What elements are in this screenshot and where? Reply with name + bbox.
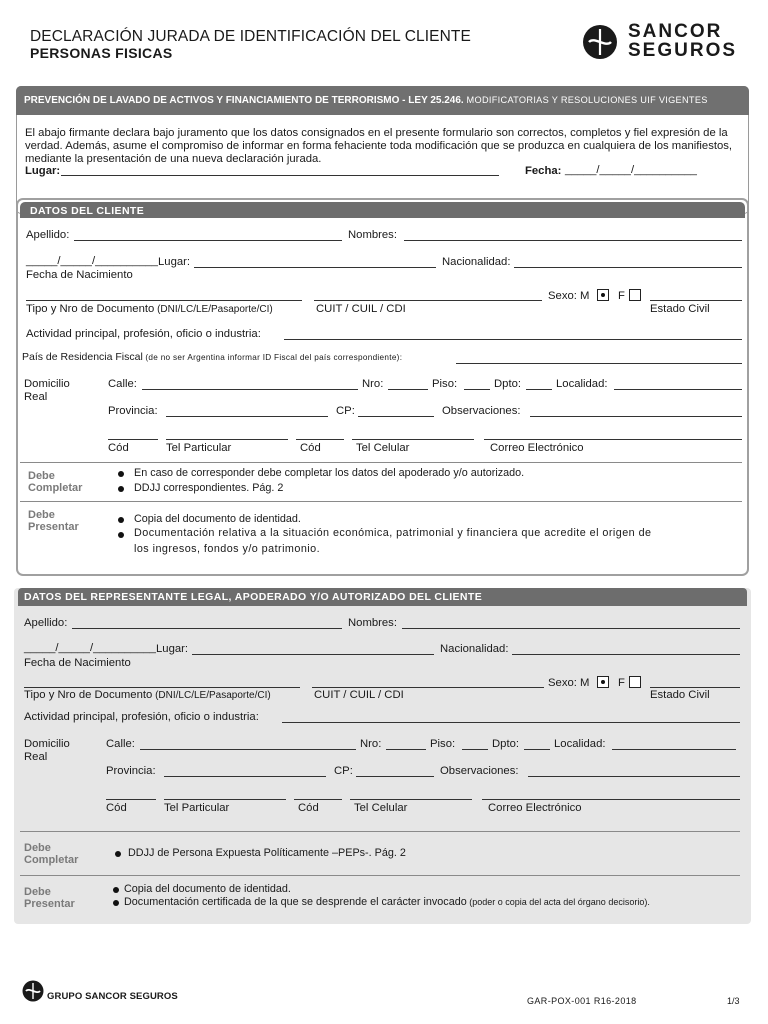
cuit-field[interactable]: [314, 300, 542, 301]
dpto-label: Dpto:: [494, 378, 522, 390]
declaration-text: El abajo firmante declara bajo juramento que los datos consignados en el presente formulario son correctos, completos y fiel expresión de la verdad. Además, asume el compromiso de informar en forma fehaciente toda modificación que se produzca en cualquiera de los manifiestos, mediante la presentación de una nueva declaración jurada.: [25, 127, 733, 165]
fecha-label: Fecha:: [525, 165, 562, 177]
cliente-bar: DATOS DEL CLIENTE: [20, 202, 745, 218]
cuit-label: CUIT / CUIL / CDI: [316, 303, 406, 315]
pais-residencia-field[interactable]: [456, 363, 742, 364]
observaciones-field[interactable]: [528, 776, 740, 777]
brand-line-1: SANCOR: [628, 21, 723, 42]
tipo-doc-label: [26, 303, 273, 315]
form-subtitle: PERSONAS FISICAS: [30, 45, 173, 61]
fecha-nacimiento-label: Fecha de Nacimiento: [24, 657, 131, 669]
observaciones-label: Observaciones:: [440, 765, 519, 777]
estado-civil-label: Estado Civil: [650, 689, 710, 701]
actividad-label: Actividad principal, profesión, oficio o industria:: [26, 328, 261, 340]
fecha-nacimiento-field[interactable]: _____/_____/__________: [24, 642, 156, 654]
divider: [20, 831, 740, 832]
tipo-doc-field[interactable]: [24, 687, 300, 688]
tel-particular-field[interactable]: [164, 799, 286, 800]
localidad-field[interactable]: [614, 389, 742, 390]
prevencion-bar: [16, 86, 749, 115]
tipo-doc-field[interactable]: [26, 300, 302, 301]
tipo-doc-label: [24, 689, 271, 701]
presentar-item-1: Copia del documento de identidad.: [124, 883, 291, 895]
lugar-nacimiento-field[interactable]: [192, 654, 434, 655]
provincia-label: Provincia:: [108, 405, 158, 417]
debe-completar-label: [28, 470, 82, 494]
tipo-doc-hint: (DNI/LC/LE/Pasaporte/CI): [154, 304, 273, 315]
presentar-item-3: los ingresos, fondos y/o patrimonio.: [134, 543, 321, 555]
debe-presentar-label: [24, 886, 75, 910]
cod-celular-field[interactable]: [294, 799, 342, 800]
domicilio-label: [24, 378, 70, 404]
dpto-field[interactable]: [526, 389, 552, 390]
piso-field[interactable]: [462, 749, 488, 750]
provincia-label: Provincia:: [106, 765, 156, 777]
cuit-label: CUIT / CUIL / CDI: [314, 689, 404, 701]
piso-field[interactable]: [464, 389, 490, 390]
calle-field[interactable]: [140, 749, 356, 750]
presentar-item-2: Documentación relativa a la situación económica, patrimonial y financiera que acredite el origen de: [134, 527, 652, 539]
nacionalidad-field[interactable]: [514, 267, 742, 268]
representante-bar: DATOS DEL REPRESENTANTE LEGAL, APODERADO Y/O AUTORIZADO DEL CLIENTE: [18, 588, 747, 606]
tel-celular-label: Tel Celular: [356, 442, 410, 454]
cp-label: CP:: [336, 405, 355, 417]
dpto-field[interactable]: [524, 749, 550, 750]
debe-presentar-label: [28, 509, 79, 533]
domicilio-label: [24, 738, 70, 764]
debe-text: Debe: [24, 842, 51, 854]
bullet-icon: [118, 471, 124, 477]
actividad-label: Actividad principal, profesión, oficio o industria:: [24, 711, 259, 723]
calle-field[interactable]: [142, 389, 358, 390]
divider: [20, 462, 742, 463]
tipo-doc-hint: (DNI/LC/LE/Pasaporte/CI): [152, 690, 271, 701]
cp-field[interactable]: [356, 776, 434, 777]
pais-residencia-text: País de Residencia Fiscal: [22, 351, 143, 363]
cod-celular-field[interactable]: [296, 439, 344, 440]
localidad-label: Localidad:: [556, 378, 608, 390]
bullet-icon: [113, 887, 119, 893]
lugar-label: Lugar:: [25, 165, 61, 177]
debe-text: Debe: [28, 509, 55, 521]
tipo-doc-text: Tipo y Nro de Documento: [26, 303, 155, 315]
grupo-sancor-logo: [22, 980, 222, 1004]
apellido-label: Apellido:: [26, 229, 70, 241]
sexo-m-checkbox[interactable]: [597, 676, 609, 688]
nro-field[interactable]: [386, 749, 426, 750]
tel-celular-field[interactable]: [350, 799, 472, 800]
nacionalidad-label: Nacionalidad:: [442, 256, 511, 268]
sexo-label: Sexo: M: [548, 677, 590, 689]
fecha-nacimiento-field[interactable]: _____/_____/__________: [26, 255, 158, 267]
calle-label: Calle:: [108, 378, 137, 390]
calle-label: Calle:: [106, 738, 135, 750]
correo-field[interactable]: [482, 799, 740, 800]
sancor-logo-icon: [582, 24, 618, 60]
nro-label: Nro:: [360, 738, 382, 750]
sexo-f-checkbox[interactable]: [629, 676, 641, 688]
presentar-item-1: Copia del documento de identidad.: [134, 513, 301, 525]
correo-label: Correo Electrónico: [488, 802, 582, 814]
presentar-text: Presentar: [24, 898, 75, 910]
prevencion-law: PREVENCIÓN DE LAVADO DE ACTIVOS Y FINANCIAMIENTO DE TERRORISMO - LEY 25.246.: [24, 95, 464, 106]
presentar-item-2-text: Documentación certificada de la que se desprende el carácter invocado: [124, 896, 467, 908]
completar-item-1: DDJJ de Persona Expuesta Políticamente –PEPs-. Pág. 2: [128, 847, 406, 859]
apellido-label: Apellido:: [24, 617, 68, 629]
piso-label: Piso:: [432, 378, 458, 390]
cp-field[interactable]: [358, 416, 434, 417]
tel-particular-label: Tel Particular: [166, 442, 232, 454]
estado-civil-label: Estado Civil: [650, 303, 710, 315]
page-number: 1/3: [727, 996, 740, 1006]
prevencion-resoluciones: MODIFICATORIAS Y RESOLUCIONES UIF VIGENTES: [463, 95, 708, 105]
tipo-doc-text: Tipo y Nro de Documento: [24, 689, 153, 701]
provincia-field[interactable]: [166, 416, 328, 417]
localidad-field[interactable]: [612, 749, 736, 750]
bullet-icon: [113, 900, 119, 906]
fecha-nacimiento-label: Fecha de Nacimiento: [26, 269, 133, 281]
completar-text: Completar: [24, 854, 79, 866]
debe-text: Debe: [24, 886, 51, 898]
observaciones-label: Observaciones:: [442, 405, 521, 417]
piso-label: Piso:: [430, 738, 456, 750]
completar-text: Completar: [28, 482, 83, 494]
real-text: Real: [24, 391, 48, 403]
completar-item-1: En caso de corresponder debe completar los datos del apoderado y/o autorizado.: [134, 467, 525, 479]
lugar-nacimiento-field[interactable]: [194, 267, 436, 268]
nro-field[interactable]: [388, 389, 428, 390]
prevencion-section: [16, 86, 749, 214]
divider: [20, 875, 740, 876]
nacionalidad-field[interactable]: [512, 654, 740, 655]
pais-residencia-label: [22, 351, 402, 363]
cod-field[interactable]: [108, 439, 158, 440]
brand-line-2: SEGUROS: [628, 40, 738, 61]
bullet-icon: [118, 517, 124, 523]
cliente-section: [16, 198, 749, 576]
estado-civil-field[interactable]: [650, 687, 740, 688]
estado-civil-field[interactable]: [650, 300, 742, 301]
bullet-icon: [118, 532, 124, 538]
form-title: DECLARACIÓN JURADA DE IDENTIFICACIÓN DEL CLIENTE: [30, 28, 471, 45]
pais-residencia-hint: (de no ser Argentina informar ID Fiscal del país correspondiente):: [142, 353, 403, 362]
cuit-field[interactable]: [312, 687, 544, 688]
representante-section: [14, 588, 751, 924]
form-code: GAR-POX-001 R16-2018: [527, 996, 637, 1006]
localidad-label: Localidad:: [554, 738, 606, 750]
presentar-item-2: [124, 896, 650, 908]
nombres-field[interactable]: [404, 240, 742, 241]
tel-celular-label: Tel Celular: [354, 802, 408, 814]
sexo-f-checkbox[interactable]: [629, 289, 641, 301]
domicilio-text: Domicilio: [24, 738, 70, 750]
cod-label: Cód: [106, 802, 127, 814]
nacionalidad-label: Nacionalidad:: [440, 643, 509, 655]
dpto-label: Dpto:: [492, 738, 520, 750]
tel-particular-field[interactable]: [166, 439, 288, 440]
actividad-field[interactable]: [284, 339, 742, 340]
correo-label: Correo Electrónico: [490, 442, 584, 454]
cod-label: Cód: [108, 442, 129, 454]
nombres-label: Nombres:: [348, 617, 397, 629]
cod-celular-label: Cód: [298, 802, 319, 814]
domicilio-text: Domicilio: [24, 378, 70, 390]
debe-completar-label: [24, 842, 78, 866]
lugar-nacimiento-label: Lugar:: [156, 643, 189, 655]
grupo-sancor-icon: [22, 980, 44, 1002]
real-text: Real: [24, 751, 48, 763]
nro-label: Nro:: [362, 378, 384, 390]
divider: [20, 501, 742, 502]
tel-celular-field[interactable]: [352, 439, 474, 440]
provincia-field[interactable]: [164, 776, 326, 777]
sexo-f-label: F: [618, 677, 625, 689]
presentar-text: Presentar: [28, 521, 79, 533]
observaciones-field[interactable]: [530, 416, 742, 417]
cp-label: CP:: [334, 765, 353, 777]
footer-brand: GRUPO SANCOR SEGUROS: [47, 991, 178, 1002]
completar-item-2: DDJJ correspondientes. Pág. 2: [134, 482, 284, 494]
actividad-field[interactable]: [282, 722, 740, 723]
sancor-logo: [582, 22, 742, 66]
tel-particular-label: Tel Particular: [164, 802, 230, 814]
debe-text: Debe: [28, 470, 55, 482]
fecha-field[interactable]: _____/_____/__________: [565, 164, 697, 176]
bullet-icon: [118, 486, 124, 492]
apellido-field[interactable]: [72, 628, 342, 629]
nombres-field[interactable]: [402, 628, 740, 629]
lugar-field[interactable]: [61, 175, 499, 176]
apellido-field[interactable]: [74, 240, 342, 241]
presentar-item-2-hint: (poder o copia del acta del órgano decisorio).: [466, 897, 650, 907]
nombres-label: Nombres:: [348, 229, 397, 241]
sexo-m-checkbox[interactable]: [597, 289, 609, 301]
cod-celular-label: Cód: [300, 442, 321, 454]
sexo-f-label: F: [618, 290, 625, 302]
cod-field[interactable]: [106, 799, 156, 800]
correo-field[interactable]: [484, 439, 742, 440]
lugar-nacimiento-label: Lugar:: [158, 256, 191, 268]
bullet-icon: [115, 851, 121, 857]
sexo-label: Sexo: M: [548, 290, 590, 302]
